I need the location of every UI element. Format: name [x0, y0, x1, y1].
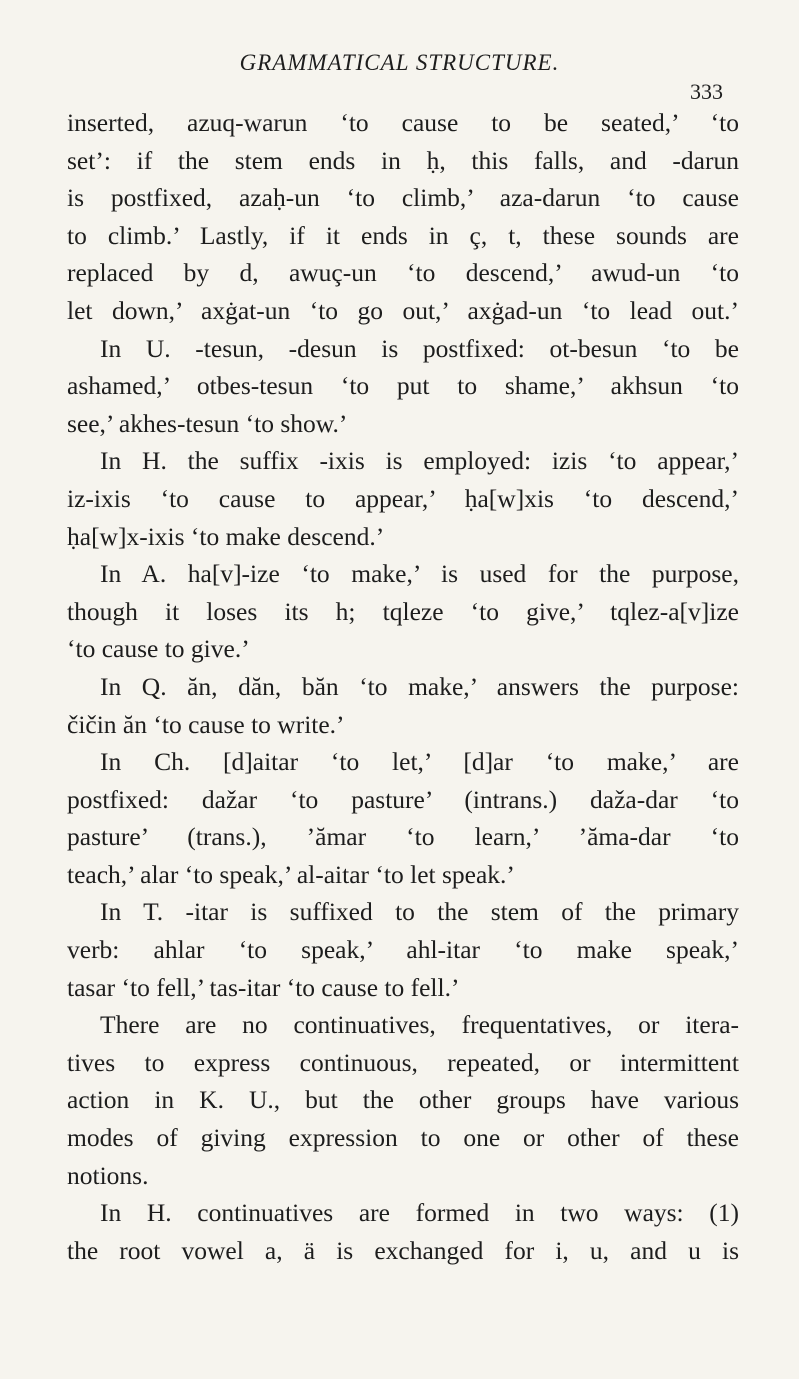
text-line: In T. -itar is suffixed to the stem of the primary	[100, 897, 739, 927]
text-line: to climb.’ Lastly, if it ends in ç, t, these sounds are	[67, 220, 739, 250]
text-line: inserted, azuq-warun ‘to cause to be seated,’ ‘to	[67, 108, 739, 137]
text-line: tasar ‘to fell,’ tas-itar ‘to cause to fell.’	[67, 972, 460, 1002]
text-line: action in K. U., but the other groups have various	[67, 1085, 739, 1115]
text-line: verb: ahlar ‘to speak,’ ahl-itar ‘to make speak,’	[67, 935, 739, 965]
text-line: In Q. ăn, dăn, băn ‘to make,’ answers the purpose:	[100, 671, 739, 701]
text-line: pasture’ (trans.), ’ămar ‘to learn,’ ’ăma-dar ‘to	[67, 822, 739, 852]
text-line: In Ch. [d]aitar ‘to let,’ [d]ar ‘to make,’ are	[100, 747, 739, 777]
text-line: There are no continuatives, frequentatives, or itera-	[100, 1010, 739, 1040]
text-line: ‘to cause to give.’	[67, 634, 250, 664]
text-line: In U. -tesun, -desun is postfixed: ot-besun ‘to be	[100, 333, 739, 363]
text-line: tives to express continuous, repeated, or intermittent	[67, 1047, 739, 1077]
body-text	[67, 104, 739, 1269]
page-number: 333	[690, 79, 723, 104]
text-line: let down,’ axġat-un ‘to go out,’ axġad-un ‘to lead out.’	[67, 295, 739, 325]
text-line: ḥa[w]x-ixis ‘to make descend.’	[67, 521, 385, 551]
text-line: teach,’ alar ‘to speak,’ al-aitar ‘to let speak.’	[67, 859, 515, 889]
text-line: ashamed,’ otbes-tesun ‘to put to shame,’ akhsun ‘to	[67, 371, 739, 401]
text-line: In A. ha[v]-ize ‘to make,’ is used for the purpose,	[100, 559, 739, 589]
text-line: modes of giving expression to one or other of these	[67, 1123, 739, 1153]
text-line: see,’ akhes-tesun ‘to show.’	[67, 408, 348, 438]
text-line: iz-ixis ‘to cause to appear,’ ḥa[w]xis ‘to descend,’	[67, 483, 739, 513]
running-head: GRAMMATICAL STRUCTURE.	[239, 50, 560, 75]
text-line: the root vowel a, ä is exchanged for i, u, and u is	[67, 1235, 739, 1265]
text-line: replaced by d, awuç-un ‘to descend,’ awud-un ‘to	[67, 258, 739, 288]
text-line: In H. the suffix -ixis is employed: izis ‘to appear,’	[100, 446, 739, 476]
text-line: is postfixed, azaḥ-un ‘to climb,’ aza-darun ‘to cause	[67, 183, 739, 213]
text-line: čičin ăn ‘to cause to write.’	[67, 709, 345, 739]
text-line: In H. continuatives are formed in two ways: (1)	[100, 1198, 739, 1228]
text-line: postfixed: dažar ‘to pasture’ (intrans.) daža-dar ‘to	[67, 784, 739, 814]
text-line: though it loses its h; tqleze ‘to give,’ tqlez-a[v]ize	[67, 596, 739, 626]
text-line: set’: if the stem ends in ḥ, this falls, and -darun	[67, 145, 739, 175]
text-line: notions.	[67, 1160, 149, 1190]
